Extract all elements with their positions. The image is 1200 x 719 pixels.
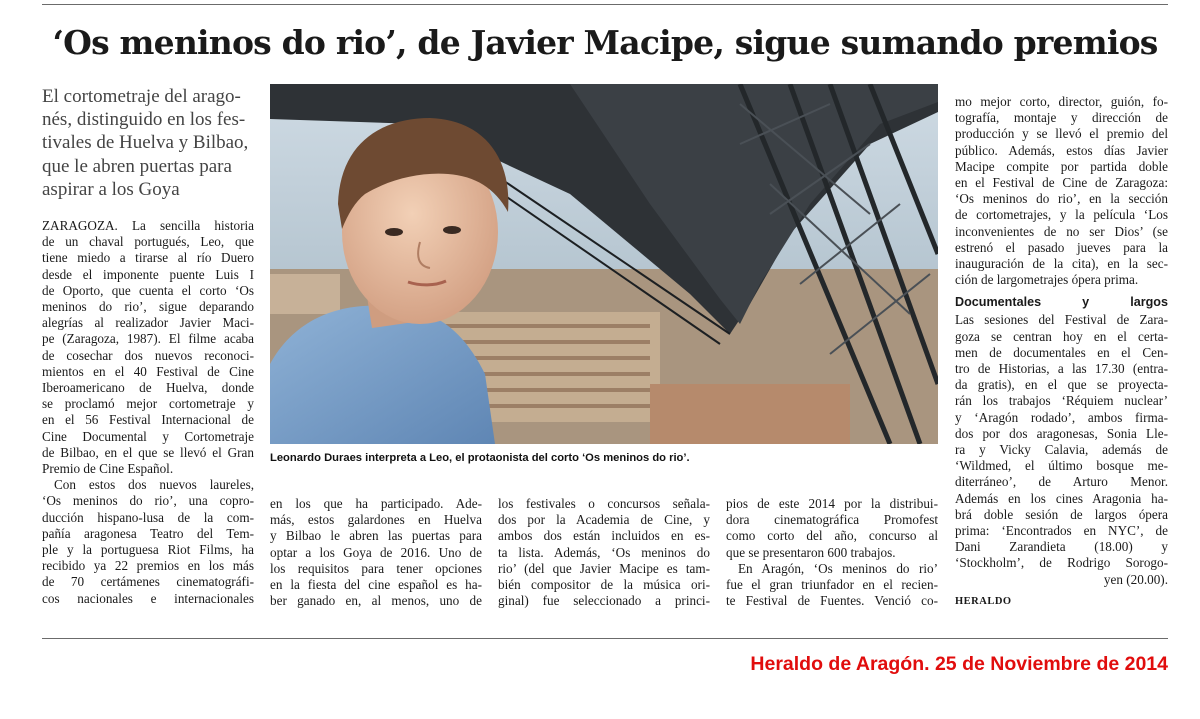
text-line: ‘Stockholm’, de Rodrigo Sorogo- bbox=[955, 555, 1168, 571]
text-line: y Bilbao le abren las puertas para bbox=[270, 528, 482, 544]
text-line: que se presentaron 600 trabajos. bbox=[726, 544, 896, 560]
source-line: Heraldo de Aragón. 25 de Noviembre de 2014 bbox=[750, 653, 1168, 675]
text-line: estrenó el pasado jueves para la bbox=[955, 239, 1168, 255]
text-line: de cortometrajes, y la película ‘Los bbox=[955, 207, 1168, 223]
text-line: dos por la Academia de Cine, y bbox=[498, 512, 710, 528]
text-line: ZARAGOZA. La sencilla historia bbox=[42, 218, 254, 233]
column-1 bbox=[42, 218, 254, 607]
text-line: Iberoamericano de Huelva, donde bbox=[42, 380, 254, 396]
text-line: men de documentales en el Cen- bbox=[955, 344, 1168, 360]
headline: ‘Os meninos do rio’, de Javier Macipe, sigue sumando premios bbox=[52, 23, 1158, 62]
deck bbox=[42, 85, 254, 201]
signature: HERALDO bbox=[955, 595, 1012, 607]
text-line: meninos do rio’, sigue deparando bbox=[42, 299, 254, 315]
text-line: de Oporto, que cuenta el corto ‘Os bbox=[42, 282, 254, 298]
photo-illustration bbox=[270, 84, 938, 444]
text-line: los festivales o concursos señala- bbox=[498, 496, 710, 511]
deck-line: nés, distinguido en los fes- bbox=[42, 109, 246, 131]
deck-line: aspirar a los Goya bbox=[42, 178, 180, 200]
text-line: rio’ (del que Javier Macipe es tam- bbox=[498, 560, 710, 576]
text-line: se proclamó mejor cortometraje y bbox=[42, 396, 254, 412]
text-line: producción y se llevó el premio del bbox=[955, 126, 1168, 142]
text-line: inconvenientes de no ser Dios’ (se bbox=[955, 223, 1168, 239]
text-line: Con estos dos nuevos laureles, bbox=[54, 477, 254, 493]
text-line: diterráneo’, de Arturo Menor. bbox=[955, 474, 1168, 490]
text-line: en el 56 Festival Internacional de bbox=[42, 412, 254, 428]
text-line: tro de Historias, a las 17.30 (entra- bbox=[955, 361, 1168, 377]
bottom-rule bbox=[42, 638, 1168, 639]
text-line: ra y Vicky Calavia, además de bbox=[955, 442, 1168, 458]
column-5 bbox=[955, 94, 1168, 610]
text-line: de un chaval portugués, Leo, que bbox=[42, 234, 254, 250]
text-line: alegrías al realizador Javier Maci- bbox=[42, 315, 254, 331]
text-line: ‘Os meninos do rio’, una copro- bbox=[42, 493, 254, 509]
text-line: ‘Wildmed, el último bosque me- bbox=[955, 458, 1168, 474]
text-line: público. Además, estos días Javier bbox=[955, 142, 1168, 158]
text-line: prima: ‘Encontrados en NYC’, de bbox=[955, 523, 1168, 539]
text-line: optar a los Goya de 2016. Uno de bbox=[270, 544, 482, 560]
text-line: ambos dos están incluidos en es- bbox=[498, 528, 710, 544]
text-line: pañía aragonesa Teatro del Tem- bbox=[42, 525, 254, 541]
text-line: da gratis), en el que se proyecta- bbox=[955, 377, 1168, 393]
text-line: como corto del año, concurso al bbox=[726, 528, 938, 544]
text-line: de Bilbao, en el que se llevó el Gran bbox=[42, 444, 254, 460]
text-line: ción de largometrajes ópera prima. bbox=[955, 272, 1139, 288]
text-line: pe (Zaragoza, 1987). El filme acaba bbox=[42, 331, 254, 347]
text-line: Dani Zarandieta (18.00) y bbox=[955, 539, 1168, 555]
top-rule bbox=[42, 4, 1168, 5]
text-line: te Festival de Fuentes. Venció co- bbox=[726, 593, 938, 609]
text-line: pios de este 2014 por la distribui- bbox=[726, 496, 938, 511]
text-line: Cine Documental y Cortometraje bbox=[42, 428, 254, 444]
text-line: de 70 certámenes cinematográfi- bbox=[42, 574, 254, 590]
deck-line: que le abren puertas para bbox=[42, 155, 232, 177]
text-line: ber ganado en, al menos, uno de bbox=[270, 593, 482, 609]
text-line: en la fiesta del cine español es ha- bbox=[270, 577, 482, 593]
photo bbox=[270, 84, 938, 444]
text-line: tografía, montaje y dirección de bbox=[955, 110, 1168, 126]
text-line: en el Festival de Cine de Zaragoza: bbox=[955, 175, 1168, 191]
text-line: mo mejor corto, director, guión, fo- bbox=[955, 94, 1168, 109]
text-line: Las sesiones del Festival de Zara- bbox=[955, 312, 1168, 328]
text-line: tiene miedo a tirarse al río Duero bbox=[42, 250, 254, 266]
text-line: ta lista. Además, ‘Os meninos do bbox=[498, 544, 710, 560]
text-line: fue el gran triunfador en el recien- bbox=[726, 577, 938, 593]
text-line: cos nacionales e internacionales bbox=[42, 590, 254, 606]
text-line: yen (20.00). bbox=[1103, 571, 1168, 587]
deck-line: tivales de Huelva y Bilbao, bbox=[42, 132, 249, 154]
text-line: más, estos galardones en Huelva bbox=[270, 512, 482, 528]
text-line: dos por dos aragonesas, Sonia Lle- bbox=[955, 425, 1168, 441]
text-line: En Aragón, ‘Os meninos do rio’ bbox=[738, 560, 938, 576]
text-line: mientos en el 40 Festival de Cine bbox=[42, 363, 254, 379]
text-line: desde el imponente puente Luis I bbox=[42, 266, 254, 282]
deck-line: El cortometraje del arago- bbox=[42, 86, 241, 107]
text-line: de cosechar dos nuevos reconoci- bbox=[42, 347, 254, 363]
section-subhead: Documentales y largos bbox=[955, 295, 1168, 310]
column-4 bbox=[726, 496, 938, 609]
text-line: ginal) fue seleccionado a princi- bbox=[498, 593, 710, 609]
text-line: los requisitos para tener opciones bbox=[270, 560, 482, 576]
text-line: ‘Os meninos do rio’, en la sección bbox=[955, 191, 1168, 207]
text-line: goza se centran hoy en el certa- bbox=[955, 328, 1168, 344]
text-line: y ‘Aragón rodado’, ambos firma- bbox=[955, 409, 1168, 425]
text-line: ducción hispano-lusa de la com- bbox=[42, 509, 254, 525]
text-line: inauguración de la cita), en la sec- bbox=[955, 256, 1168, 272]
column-2 bbox=[270, 496, 482, 609]
text-line: rán los trabajos ‘Réquiem nuclear’ bbox=[955, 393, 1168, 409]
text-line: Premio de Cine Español. bbox=[42, 461, 174, 477]
photo-caption: Leonardo Duraes interpreta a Leo, el protaonista del corto ‘Os meninos do rio’. bbox=[270, 452, 690, 464]
column-3 bbox=[498, 496, 710, 609]
text-line: bién compositor de la música ori- bbox=[498, 577, 710, 593]
text-line: recibido ya 22 premios en los más bbox=[42, 558, 254, 574]
text-line: ple y la portuguesa Riot Films, ha bbox=[42, 542, 254, 558]
text-line: Macipe compite por partida doble bbox=[955, 158, 1168, 174]
text-line: dora cinematográfica Promofest bbox=[726, 512, 938, 528]
text-line: brá doble sesión de largos ópera bbox=[955, 506, 1168, 522]
text-line: Además en los cines Aragonia ha- bbox=[955, 490, 1168, 506]
text-line: en los que ha participado. Ade- bbox=[270, 496, 482, 511]
